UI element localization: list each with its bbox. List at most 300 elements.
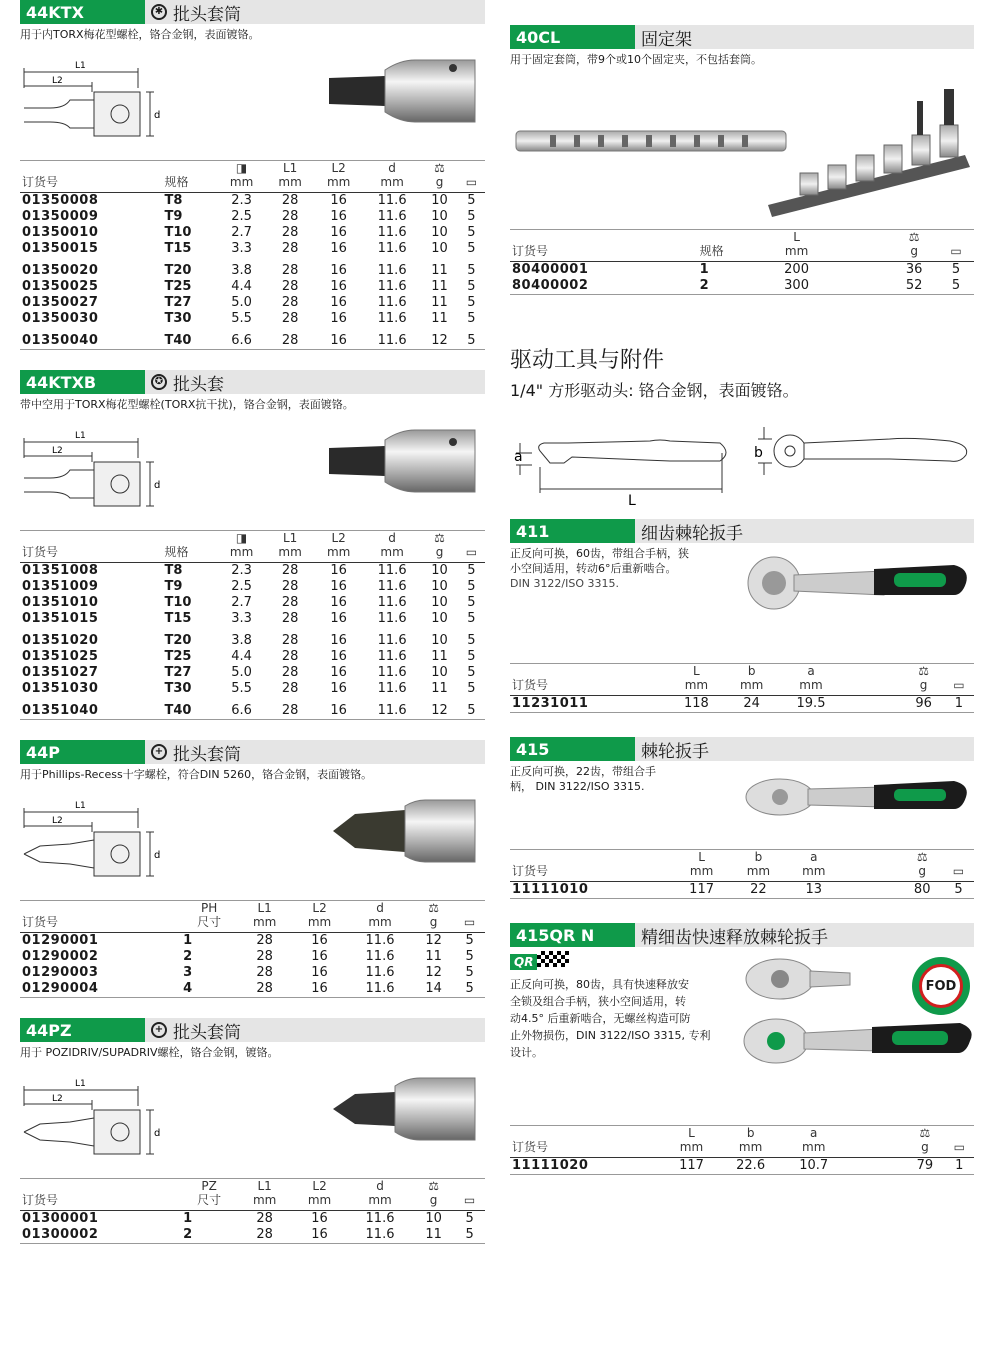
product-title-bar — [145, 1018, 485, 1042]
table-cell: 10 — [431, 595, 448, 610]
table-row — [20, 627, 485, 649]
table-cell: 80400001 — [512, 262, 589, 277]
table-header-cell: L mm — [679, 1126, 704, 1154]
product-title-bar — [145, 740, 485, 764]
table-cell: T10 — [164, 225, 192, 240]
table-cell: T20 — [164, 633, 192, 648]
svg-text:d: d — [154, 1128, 161, 1139]
scale-icon: ⚖ — [434, 161, 445, 175]
table-header-cell: L mm — [689, 850, 714, 878]
product-description-line: 全锁及组合手柄，狭小空间适用，转 — [510, 995, 686, 1008]
table-cell: 28 — [256, 1227, 273, 1242]
table-cell: 01351009 — [22, 579, 99, 594]
dim-l2-label: L2 — [52, 446, 63, 456]
table-cell: T25 — [164, 279, 192, 294]
table-cell — [841, 882, 901, 899]
table-header-cell: 订货号 — [512, 678, 549, 692]
table-cell: 16 — [311, 981, 328, 996]
table-cell: 10 — [425, 1211, 442, 1226]
table-cell: 11.6 — [365, 965, 395, 980]
table-cell: 5 — [465, 933, 474, 948]
table-header-cell: ⚖ g — [428, 1179, 439, 1207]
table-cell: 16 — [330, 563, 347, 578]
product-title: 固定架 — [641, 29, 692, 50]
table-cell: 2.7 — [231, 225, 252, 240]
table-cell: 19.5 — [796, 696, 826, 711]
table-cell: 22 — [750, 882, 767, 897]
table-cell: 10.7 — [799, 1158, 829, 1173]
table-cell: 28 — [281, 649, 299, 664]
table-cell: 11.6 — [377, 279, 407, 294]
table-cell: 5.5 — [231, 681, 252, 696]
table-cell: 28 — [281, 563, 299, 578]
table-header-cell: 规格 — [699, 244, 724, 258]
table-cell: T30 — [164, 311, 192, 326]
table-header-cell: ◨ mm — [229, 531, 254, 559]
table-cell: 01350010 — [22, 225, 99, 240]
table-cell: 16 — [330, 263, 347, 278]
table-cell: 11.6 — [365, 981, 395, 996]
table-cell: 28 — [281, 311, 299, 326]
table-row — [20, 279, 485, 295]
pozidriv-icon: + — [151, 1022, 167, 1038]
product-figure — [20, 782, 485, 900]
table-cell: 5 — [467, 563, 476, 578]
table-header-cell: b mm — [739, 664, 764, 692]
section-415 — [510, 737, 974, 899]
table-cell: 11 — [425, 1227, 442, 1242]
table-cell: 2.5 — [231, 209, 252, 224]
product-title: 细齿棘轮扳手 — [641, 523, 743, 544]
table-header-cell — [945, 1126, 974, 1158]
table-cell: 01351015 — [22, 611, 99, 626]
table-cell: T10 — [164, 595, 192, 610]
table-row — [20, 595, 485, 611]
product-code: 415QR N — [510, 923, 635, 947]
socket-dimension-diagram — [20, 420, 170, 520]
product-description-line: 正反向可换，22齿，带组合手 — [510, 765, 656, 778]
socket-dimension-diagram — [20, 1068, 170, 1168]
product-code: 415 — [510, 737, 635, 761]
qr-badge: QR — [510, 954, 537, 970]
table-cell: 5 — [465, 1227, 474, 1242]
fod-badge — [912, 957, 970, 1015]
section-header — [20, 740, 485, 764]
table-cell: 16 — [330, 579, 347, 594]
table-cell: 2 — [183, 1227, 193, 1242]
package-icon: ▭ — [465, 175, 478, 189]
table-cell: T27 — [164, 665, 192, 680]
table-cell: 10 — [431, 209, 448, 224]
table-cell: 28 — [281, 193, 299, 208]
table-header-cell: 订货号 — [512, 864, 549, 878]
product-code: 44KTX — [20, 0, 145, 24]
col-spec: 规格 — [164, 175, 189, 189]
table-cell: 11.6 — [377, 579, 407, 594]
table-cell: 118 — [683, 696, 709, 711]
table-cell: 16 — [311, 1227, 328, 1242]
table-cell: 28 — [281, 295, 299, 310]
table-header-cell — [830, 230, 890, 262]
table-cell: 5 — [467, 311, 476, 326]
table-cell: 5 — [465, 965, 474, 980]
table-cell: T30 — [164, 681, 192, 696]
product-description-line: 动4.5° 后重新啮合，无螺丝构造可防 — [510, 1012, 691, 1025]
table-cell: 11.6 — [365, 1211, 395, 1226]
product-title: 棘轮扳手 — [641, 741, 709, 762]
section-header — [510, 519, 974, 543]
dim-l1-label: L1 — [75, 61, 86, 71]
table-header-cell: L1 mm — [278, 531, 302, 559]
product-title-bar — [635, 737, 974, 761]
table-cell: 01350025 — [22, 279, 99, 294]
table-cell: 28 — [281, 333, 299, 348]
table-cell: 5 — [465, 1211, 474, 1226]
phillips-socket-photo — [325, 796, 485, 866]
table-cell: 16 — [330, 225, 347, 240]
table-row — [20, 563, 485, 580]
qr-logo — [510, 951, 569, 970]
table-cell: T15 — [164, 241, 192, 256]
table-header-cell: ⚖ g — [428, 901, 439, 929]
product-description-line: DIN 3122/ISO 3315. — [510, 577, 620, 590]
product-title-bar — [635, 519, 974, 543]
section-header — [510, 737, 974, 761]
table-cell: 11.6 — [377, 225, 407, 240]
package-icon: ▭ — [463, 915, 476, 929]
product-code: 411 — [510, 519, 635, 543]
table-row — [20, 209, 485, 225]
table-cell: T8 — [164, 563, 183, 578]
table-cell: 2.3 — [231, 563, 252, 578]
table-cell: 5 — [467, 295, 476, 310]
table-cell: 11111010 — [512, 882, 589, 897]
table-cell: 01351040 — [22, 703, 99, 718]
ratchet-dimension-diagram — [510, 413, 974, 513]
table-cell: T9 — [164, 579, 183, 594]
table-row — [510, 696, 974, 713]
torx-icon: ✱ — [151, 4, 167, 20]
table-cell: 96 — [915, 696, 932, 711]
product-description: 用于固定套筒，带9个或10个固定夹，不包括套筒。 — [510, 53, 762, 66]
section-44p — [20, 740, 485, 998]
socket-dimension-diagram — [20, 50, 170, 150]
table-cell: 10 — [431, 633, 448, 648]
table-cell: 5 — [467, 263, 476, 278]
table-cell: 28 — [281, 279, 299, 294]
table-header-cell — [458, 531, 485, 563]
table-row — [20, 933, 485, 950]
svg-text:L1: L1 — [75, 1079, 86, 1089]
table-cell: 16 — [311, 965, 328, 980]
table-cell: 11.6 — [365, 949, 395, 964]
product-title-bar — [635, 25, 974, 49]
table-header-cell: L1 mm — [252, 1179, 277, 1207]
table-cell: 28 — [256, 949, 273, 964]
table-row — [20, 1211, 485, 1228]
table-row — [20, 311, 485, 327]
product-title: 批头套筒 — [173, 744, 241, 765]
table-cell: 22.6 — [736, 1158, 766, 1173]
col-d: d mm — [380, 161, 404, 189]
table-row — [20, 949, 485, 965]
table-cell: 01351030 — [22, 681, 99, 696]
section-44ktxb — [20, 370, 485, 720]
table-row — [20, 257, 485, 279]
table-cell: 01300002 — [22, 1227, 99, 1242]
table-cell: 11.6 — [377, 311, 407, 326]
table-cell: 16 — [330, 193, 347, 208]
table-cell: 10 — [431, 563, 448, 578]
table-cell: 01350009 — [22, 209, 99, 224]
table-cell: 5 — [467, 611, 476, 626]
section-44ktx — [20, 0, 485, 350]
table-cell: 28 — [256, 981, 273, 996]
table-header-cell: 规格 — [164, 545, 189, 559]
product-description-line: 正反向可换，80齿，具有快速释放安 — [510, 978, 689, 991]
table-header-cell: ⚖ g — [434, 531, 445, 559]
table-cell: 5 — [467, 703, 476, 718]
table-cell: 01351010 — [22, 595, 99, 610]
dim-l2-label: L2 — [52, 76, 63, 86]
scale-icon: ⚖ — [916, 850, 928, 864]
table-header-cell: ⚖ g — [919, 1126, 931, 1154]
table-header-cell: L2 mm — [307, 901, 332, 929]
table-cell: 2.7 — [231, 595, 252, 610]
pozidriv-socket-photo — [325, 1074, 485, 1144]
dim-b-label: b — [754, 445, 763, 461]
table-cell: 5 — [467, 333, 476, 348]
table-cell: 28 — [281, 665, 299, 680]
table-cell: 300 — [784, 278, 809, 293]
table-cell: T27 — [164, 295, 192, 310]
table-cell: 16 — [311, 933, 328, 948]
dim-d-label: d — [154, 480, 161, 491]
table-header-cell: L mm — [784, 230, 809, 258]
table-cell: 13 — [805, 882, 823, 897]
product-description-line: 止外物损伤，DIN 3122/ISO 3315, 专利 — [510, 1029, 711, 1042]
table-header-cell: d mm — [368, 901, 392, 929]
product-title: 批头套筒 — [173, 4, 241, 25]
svg-text:L2: L2 — [52, 1094, 63, 1104]
dim-l1-label: L1 — [75, 431, 86, 441]
table-cell: 3.3 — [231, 611, 252, 626]
table-header-cell: L1 mm — [252, 901, 277, 929]
table-cell: 11.6 — [377, 263, 407, 278]
table-cell: 5 — [467, 579, 476, 594]
table-header-cell — [938, 230, 974, 262]
table-row — [20, 697, 485, 720]
table-cell: 16 — [330, 209, 347, 224]
table-cell: 11.6 — [377, 681, 407, 696]
table-row — [20, 665, 485, 681]
phillips-icon: + — [151, 744, 167, 760]
table-cell: 11 — [431, 263, 448, 278]
table-row — [20, 981, 485, 998]
dim-L-label: L — [628, 493, 636, 509]
scale-icon: ⚖ — [908, 230, 920, 244]
table-cell: 2.5 — [231, 579, 252, 594]
product-figure — [510, 761, 974, 849]
table-header-cell — [944, 664, 974, 696]
table-cell: 16 — [330, 595, 347, 610]
table-cell: 5 — [467, 681, 476, 696]
table-cell: 6.6 — [231, 333, 252, 348]
table-cell: 28 — [281, 263, 299, 278]
table-cell: T40 — [164, 703, 192, 718]
spec-table-415qrn — [510, 1125, 974, 1175]
product-code: 40CL — [510, 25, 635, 49]
table-cell: 2 — [183, 949, 193, 964]
table-cell: 4.4 — [231, 279, 252, 294]
product-title: 批头套 — [173, 374, 224, 395]
table-cell: 5 — [467, 665, 476, 680]
table-cell: 16 — [330, 633, 347, 648]
table-cell: 10 — [431, 241, 448, 256]
section-411 — [510, 519, 974, 713]
product-figure — [20, 1060, 485, 1178]
table-cell: 28 — [281, 611, 299, 626]
table-cell: 1 — [183, 933, 193, 948]
table-cell: 11.6 — [377, 241, 407, 256]
scale-icon: ⚖ — [428, 1179, 439, 1193]
table-cell: 01351008 — [22, 563, 99, 578]
table-cell: 16 — [330, 295, 347, 310]
table-cell: 28 — [281, 579, 299, 594]
table-header-cell: L2 mm — [307, 1179, 332, 1207]
table-row — [20, 295, 485, 311]
table-cell: 5 — [465, 949, 474, 964]
product-figure — [510, 543, 974, 663]
table-cell: 1 — [183, 1211, 193, 1226]
table-cell: 80400002 — [512, 278, 589, 293]
table-cell: 01350008 — [22, 193, 99, 208]
table-cell: 79 — [916, 1158, 934, 1173]
table-header-cell — [943, 850, 974, 882]
table-header-cell — [454, 901, 485, 933]
torx-tamper-socket-photo — [325, 426, 485, 496]
col-ph: PH 尺寸 — [197, 901, 222, 929]
product-title-bar — [635, 923, 974, 947]
table-header-cell: 订货号 — [22, 915, 59, 929]
table-cell: 28 — [281, 681, 299, 696]
svg-text:L2: L2 — [52, 816, 63, 826]
table-cell: 01290004 — [22, 981, 99, 996]
package-icon: ▭ — [950, 244, 962, 258]
table-cell: 10 — [431, 579, 448, 594]
table-cell: 10 — [431, 225, 448, 240]
table-cell: 3.3 — [231, 241, 252, 256]
table-cell: 11 — [431, 295, 448, 310]
product-description: 用于Phillips-Recess十字螺栓，符合DIN 5260，铬合金钢，表面镀铬。 — [20, 768, 373, 781]
tip-icon: ◨ — [235, 531, 248, 545]
table-header-cell — [454, 1179, 485, 1211]
table-cell — [845, 1158, 905, 1175]
section-header — [20, 370, 485, 394]
table-cell: 11.6 — [377, 563, 407, 578]
table-cell: 01351025 — [22, 649, 99, 664]
table-cell — [843, 696, 903, 713]
spec-table-44ktxb — [20, 530, 485, 720]
table-cell: 16 — [330, 703, 347, 718]
table-cell: 11 — [431, 649, 448, 664]
table-cell: 4 — [183, 981, 193, 996]
table-cell: 117 — [679, 1158, 704, 1173]
table-cell: 11 — [431, 311, 448, 326]
table-cell: 11.6 — [377, 333, 407, 348]
socket-dimension-diagram — [20, 790, 170, 890]
table-cell: 24 — [743, 696, 760, 711]
table-cell: 28 — [256, 933, 273, 948]
table-row — [20, 1227, 485, 1244]
product-description-line: 小空间适用，转动6°后重新啮合。 — [510, 562, 677, 575]
table-header-cell: L mm — [684, 664, 709, 692]
table-header-cell — [845, 1126, 905, 1158]
table-cell: 2 — [699, 278, 709, 293]
table-cell: 28 — [281, 595, 299, 610]
table-cell: 11.6 — [377, 611, 407, 626]
table-cell: 3.8 — [231, 263, 252, 278]
table-row — [20, 965, 485, 981]
table-cell: 10 — [431, 665, 448, 680]
table-cell: 28 — [281, 225, 299, 240]
table-row — [510, 278, 974, 295]
table-cell: 1 — [699, 262, 709, 277]
product-code: 44P — [20, 740, 145, 764]
table-header-cell: d mm — [380, 531, 404, 559]
table-cell — [830, 278, 890, 295]
table-cell: 11.6 — [377, 665, 407, 680]
table-cell: 2.3 — [231, 193, 252, 208]
spec-table-44p — [20, 900, 485, 998]
table-cell: 12 — [431, 333, 448, 348]
col-l1: L1 mm — [278, 161, 302, 189]
product-figure — [20, 412, 485, 530]
tip-icon: ◨ — [235, 161, 248, 175]
col-tip-size: ◨ mm — [229, 161, 254, 189]
spec-table-411 — [510, 663, 974, 713]
product-title-bar — [145, 370, 485, 394]
table-cell: 3.8 — [231, 633, 252, 648]
product-code: 44KTXB — [20, 370, 145, 394]
table-row — [20, 225, 485, 241]
table-cell: 11.6 — [377, 209, 407, 224]
table-row — [20, 193, 485, 210]
table-cell: 80 — [913, 882, 931, 897]
package-icon: ▭ — [952, 864, 965, 878]
table-cell: 01351027 — [22, 665, 99, 680]
table-cell: 01300001 — [22, 1211, 99, 1226]
table-cell: 5 — [465, 981, 474, 996]
table-cell — [830, 262, 890, 279]
table-cell: 10 — [431, 611, 448, 626]
table-cell: 1 — [955, 1158, 964, 1173]
table-cell: 01350030 — [22, 311, 99, 326]
table-cell: 5 — [467, 225, 476, 240]
table-row — [20, 649, 485, 665]
spec-table-415 — [510, 849, 974, 899]
svg-text:L1: L1 — [75, 801, 86, 811]
col-pz: PZ 尺寸 — [197, 1179, 222, 1207]
package-icon: ▭ — [465, 545, 478, 559]
table-row — [510, 262, 974, 279]
scale-icon: ⚖ — [434, 531, 445, 545]
table-cell: 28 — [256, 1211, 273, 1226]
drive-desc: 方形驱动头: 铬合金钢，表面镀铬。 — [548, 381, 799, 400]
page-section-title: 驱动工具与附件 — [510, 348, 665, 373]
table-cell: T15 — [164, 611, 192, 626]
scale-icon: ⚖ — [428, 901, 439, 915]
